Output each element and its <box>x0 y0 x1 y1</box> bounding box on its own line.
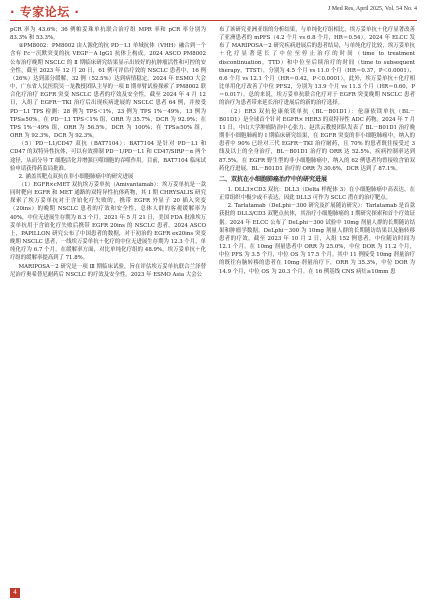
section-heading: 二、双抗在小细胞肺癌治疗中的研究进展 <box>219 175 328 183</box>
paragraph: ②PM8002：PM8002 由人源化的抗 PD－L1 单域抗体（VHH）融合到一个含有 Fc－沉默突变的抗 VEGF－A IgG1 抗体上构成。2024 ASCO PM8002 公布治疗晚期 NSCLC 的 Ⅱ 期临床研究结果显示出较好的抗肿瘤活性和可控的安全性，截至 2023 年 12 月 20 日，61 例可评估疗效的 NSCLC 患者中，16 例（26%）达到部分缓解，32 例（52.5%）达到病情稳定。2024 年 ESMO 大会中，广东省人民医院吴一龙教授团队主导的一项 Ⅱ 期单臂试验探索了 PM8002 联合化疗治疗 EGFR 突变 NSCLC 患者的疗效及安全性。截至 2024 年 4 月 12 日，入组了 EGFR－TKI 治疗后出现疾病进展的 NSCLC 患者 64 例，并按受 PD－L1 TPS 检测：28 例为 TPS＜1%，23 例为 TPS 1%－49%，13 例为 TPS≥50%。在 PD－L1 TPS＜1% 组，ORR 为 35.7%，DCR 为 92.9%；在 TPS 1%－49% 组，ORR 为 56.5%，DCR 为 100%；在 TPS≥50% 组，ORR 为 92.3%，DCR 为 92.3%。 <box>10 43 206 140</box>
paragraph: 2. 涵盖其靶点双抗在非小细胞肺癌中的研究进展 <box>18 173 134 180</box>
paragraph: MARIPOSA－2 研究是一项 Ⅲ 期临床试验，旨在评估埃万妥单抗联合兰泽替尼治疗奥希替尼耐药后 NSCLC 的疗效及安全性。2023 年 ESMO Asia 大会公 <box>10 263 206 278</box>
page-header <box>0 0 427 22</box>
paragraph: 布了该研究亚洲亚组的分析结果，与单纯化疗组相比，埃万妥单抗＋化疗显著改善了亚洲患者的 mPFS（4.2 个月 vs 6.8 个月，HR＝0.54）。2024 年 ELCC 发布了 MARIPOSA－2 研究疾病进展后的患者结局，与单纯化疗比较，埃万妥单抗＋化疗显著延长了中位至停止治疗的时间（time to treatment discontinuation，TTD）和中位至后续治疗的时间（time to subsequent therapy，TTST），分别为 4.5 个月 vs 11.0 个月（HR＝0.37，P＜0.0001）、6.6 个月 vs 12.1 个月（HR＝0.42，P＜0.0001）。此外，埃万妥单抗＋化疗相比单用化疗改善了中位 PFS2，分别为 13.9 个月 vs 11.3 个月（HR＝0.60，P＝0.017）。总的来说，埃万妥单抗联合化疗对于 EGFR 突变晚期 NSCLC 患者的治疗为患者带来延长治疗进展后的新的治疗选择。 <box>219 27 415 107</box>
paragraph: （5）PD－L1/CD47 双抗（BAT7104）：BAT7104 是针对 PD－L1 和 CD47 的双特异性抗体，可以有效抑制 PD－1/PD－L1 和 CD47/SIRP－α 两个途径，从而分导 T 细胞活化并增强巨噬细胞的吞噬作用。目前，BAT7104 临床试验申请获得药监局批准。 <box>10 141 206 172</box>
right-column <box>219 26 415 276</box>
paragraph: 2. Tarlatamab（DeLphi－300 研究及扩展随访研究）：Tarlatamab 是首款获批的 DLL3/CD3 双靶点抗体，其治疗小细胞肺癌的 Ⅰ 期研究探索和首个疗效证据。2024 年 ELCC 公布了 DeLphi－300 试验中 10mg 剂量人群的长期随访结果和肿瘤学数据。DeLphi－300 为 10mg 剂量人群的长期随访结果以及脑转移患者的疗效。截至 2023 年 10 月 2 日，入组 152 例患者，中位随访时间为 12.1 个月。在 10mg 剂量患者中 ORR 为 25.0%，中位 DOR 为 11.2 个月，中位 PFS 为 3.5 个月，中位 OS 为 17.5 个月。其中 11 例接受 10mg 剂量治疗的既往有脑转移的患者在 10mg 剂量治疗下，ORR 为 35.3%，中位 DOR 为 14.9 个月，中位 OS 为 20.3 个月。在 16 例基线 CNS 病灶≥10mm 患 <box>219 203 415 275</box>
column-tag: · 专家论坛 · <box>10 5 80 19</box>
journal-info: J Med Res, April 2025, Vol. 54 No. 4 <box>327 6 417 12</box>
left-column <box>10 26 206 279</box>
paragraph: pCR 率为 43.6%；36 例帕妥珠单抗联合治疗组 MPR 率和 pCR 率分别为 83.3% 和 53.3%。 <box>10 27 206 42</box>
paragraph: （2）ER3 双抗伦康依镁单抗（BL－B01D1）：伦康依镁单抗（BL－B01D1）是全球首个针对 EGFR× HER3 的双特异性 ADC 药物。2024 年 7 月 11 日，中山大学肿瘤防治中心张力、赵洪云教授团队发表了 BL－B01D1 治疗晚期非小细胞肺癌的 Ⅰ 期临床研究结果，在 EGFR 突变的非小细胞肺癌中，纳入的患者中 90% 已经对三代 EGFR－TKI 治疗耐药，且 70% 的患者既往接受过 3 线及以上的全身治疗，BL－B01D1 治疗的 ORR 达 52.5%，疾病控制率达到 87.5%。在 EGFR 野生型的非小细胞肺癌中，纳入的 62 例患者均曾接收含铂双药化疗进展，BL－B01D1 治疗的 ORR 为 30.6%，DCR 达到了 87.1%。 <box>219 108 415 172</box>
paragraph: （1）EGFR×cMET 双抗埃万妥单抗（Amivantamab）：埃万妥单抗是一款同时靶向 EGFR 和 MET 通路的双特异性抗体药物，其 Ⅰ 期 CHRYSALIS 研究探索了埃万妥单抗对于含铂化疗失败的，携带 EGFR 外显子 20 插入突变（20ins）的晚期 NSCLC 患者的疗效和安全性，总体人群的客观缓解率为 40%，中位无进展生存期为 8.3 个月。2021 年 5 月 21 日，美国 FDA 批准埃万妥单抗用于含铂化疗失败后携带 EGFR 20ins 的 NSCLC 患者。2024 ASCO 上，PAPILLON 研究公布了中国患者的数据，对于初治的 EGFR ex20ins 突变晚期 NSCLC 患者，一线埃万妥单抗＋化疗的中位无进展生存期为 12.3 个月，单纯化疗为 6.7 个月。在缓解率方面，对比单纯化疗组的 48.9%，埃万妥单抗＋化疗组的缓解率提高到了 71.8%。 <box>10 181 206 262</box>
paragraph: 1. DLL3×CD3 双抗：DLL3（Delta 样配体 3）在小细胞肺癌中高表达，在正常组织中极少或不表达，因此 DLL3 可作为 SCLC 潜在的治疗靶点。 <box>219 186 415 202</box>
page-number: 4 <box>10 588 20 598</box>
header-rule <box>10 20 417 21</box>
